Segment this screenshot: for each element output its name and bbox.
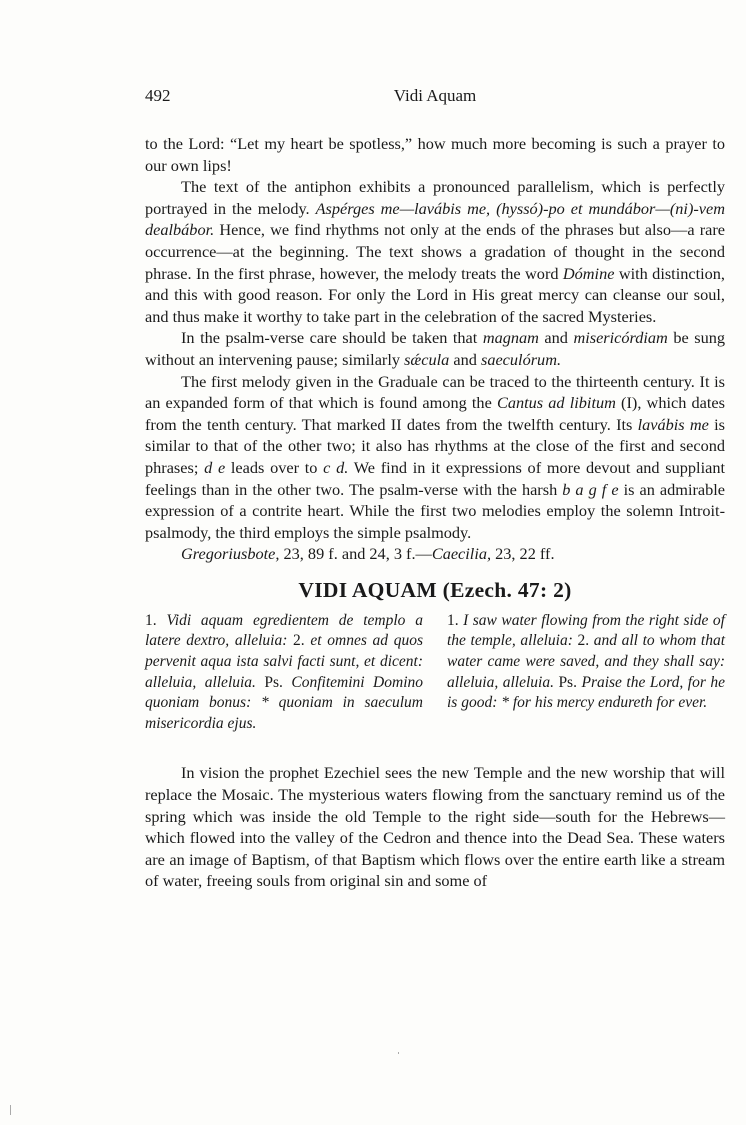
latin-text: et omnes ad quos pervenit aqua ista salvi facti sunt, et dicent: alleluia, alleluia. [145,632,424,691]
section-title: VIDI AQUAM (Ezech. 47: 2) [298,577,572,602]
body-text [145,133,725,543]
english-column [447,611,725,735]
italic-text: b a g f e [562,479,619,499]
verse-number: 2. [287,632,305,650]
paragraph-text: is an admirable expression of a contrite heart. While the first two melodies employ the solemn Introit-psalmody, the third employs the simple psalmody. [145,479,726,542]
scan-speck [398,1052,399,1054]
italic-text: sǽcula [404,349,450,369]
paragraph-text: with distinction, and this with good reason. For only the Lord in His great mercy can cleanse our soul, and thus make it worthy to take part in the celebration of the sacred Mysteries. [145,263,725,326]
psalm-label: Ps. [255,673,283,691]
paragraph-text: be sung without an intervening pause; similarly [145,328,725,369]
italic-text: lavábis me [637,414,709,434]
paragraph-text: Hence, we find rhythms not only at the ends of the phrases but also—a rare occurrence—at the beginning. The text shows a gradation of thought in the second phrase. In the first phrase, however, the melody treats the word [145,220,725,283]
source-citation [145,543,725,565]
verse-number: 1. [145,611,157,629]
paragraph-3 [145,327,725,370]
paragraph-text: and [449,349,481,369]
citation-title: Caecilia, [431,544,492,564]
italic-text: Aspérges me—lavábis me, (hyssó)-po et mundábor—(ni)-vem dealbábor. [145,198,725,240]
paragraph-text: to the Lord: “Let my heart be spotless,” how much more becoming is such a prayer to our own lips! [145,134,725,175]
page-number: 492 [145,86,171,105]
paragraph-text: leads over to [225,457,324,477]
paragraph-2 [145,176,725,327]
citation-text: 23, 22 ff. [491,544,555,564]
paragraph-4 [145,371,725,544]
italic-text: c d. [323,457,349,477]
citation-title: Gregoriusbote, [181,544,280,564]
paragraph-1 [145,133,725,176]
closing-paragraph: In vision the prophet Ezechiel sees the new Temple and the new worship that will replace the Mosaic. The mysterious waters flowing from the sanctuary remind us of the spring which was inside the old Temple to the right side—south for the Hebrews—which flowed into the valley of the Cedron and thence into the Dead Sea. These waters are an image of Baptism, of that Baptism which flows over the entire earth like a stream of water, freeing souls from original sin and some of [145,763,725,891]
page [145,86,725,892]
verse-number: 2. [572,632,590,650]
english-text: I saw water flowing from the right side of the temple, alleluia: [447,611,725,650]
paragraph-text: The text of the antiphon exhibits a pronounced parallelism, which is perfectly portrayed in the melody. [145,177,725,218]
closing-text [145,762,725,892]
scan-speck [10,1105,11,1115]
paragraph-text: The first melody given in the Graduale can be traced to the thirteenth century. It is an expanded form of that which is found among the [145,371,725,413]
italic-text: misericórdiam [573,328,668,348]
english-text: and all to whom that water came were saved, and they shall say: alleluia, alleluia. [447,632,725,691]
italic-text: Dómine [562,263,615,283]
latin-text: Confitemini Domino quoniam bonus: * quoniam in saeculum misericordia ejus. [145,673,424,732]
paragraph-text: and [538,328,574,348]
paragraph-text: We find in it expressions of more devout and suppliant feelings than in the other two. The psalm-verse with the harsh [145,457,725,499]
latin-text: Vidi aquam egredientem de templo a latere dextro, alleluia: [145,611,423,650]
parallel-text [145,611,725,735]
running-title: Vidi Aquam [393,86,477,105]
latin-column [145,611,423,735]
italic-text: Cantus ad libitum [496,393,616,413]
italic-text: d e [204,457,226,477]
paragraph-text: is similar to that of the other two; it also has rhythms at the close of the first and second phrases; [145,414,725,477]
paragraph-text: (I), which dates from the tenth century. That marked II dates from the twelfth century. Its [145,393,725,434]
verse-number: 1. [447,611,459,629]
italic-text: saeculórum. [480,349,562,369]
running-head [145,86,725,110]
english-text: Praise the Lord, for he is good: * for his mercy endureth for ever. [447,673,726,712]
paragraph-text: In the psalm-verse care should be taken that [181,328,483,348]
psalm-label: Ps. [553,673,577,691]
citation-text: 23, 89 f. and 24, 3 f.— [279,544,432,564]
italic-text: magnam [482,328,539,348]
